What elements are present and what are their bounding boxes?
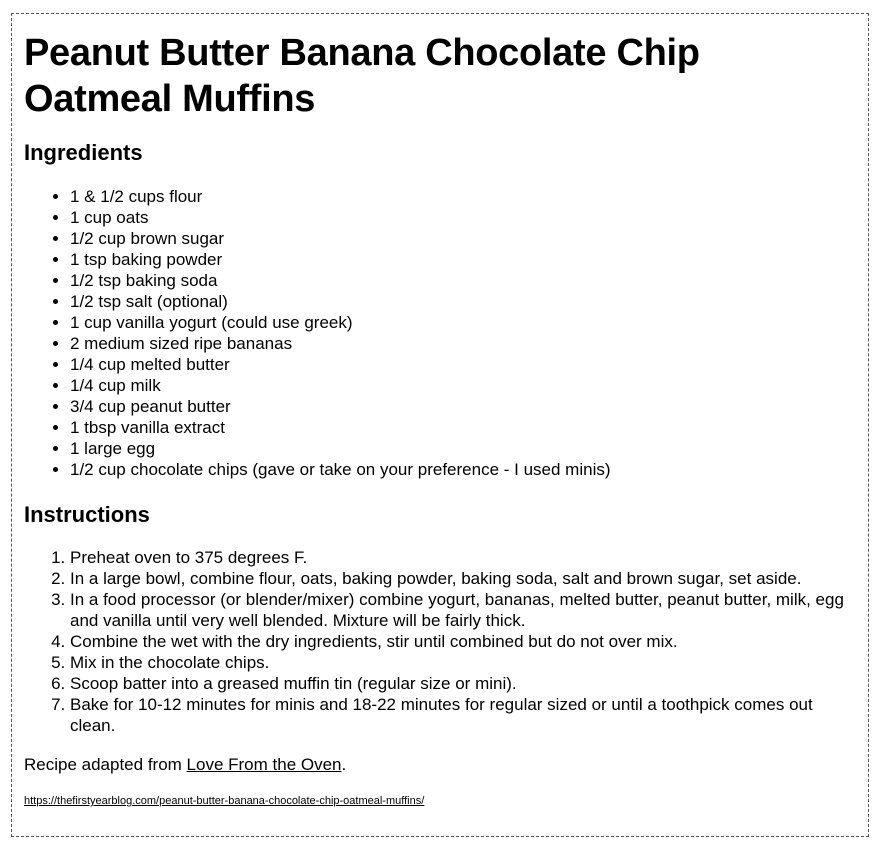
ingredient-item: • 1 cup vanilla yogurt (could use greek) [70,312,856,333]
ingredient-item: • 2 medium sized ripe bananas [70,333,856,354]
ingredient-item: • 1/2 cup brown sugar [70,228,856,249]
ingredients-list [24,186,856,480]
ingredient-item: • 1/4 cup melted butter [70,354,856,375]
instruction-step: 2. In a large bowl, combine flour, oats, baking powder, baking soda, salt and brown sugar, set aside. [70,568,856,589]
instruction-step: 5. Mix in the chocolate chips. [70,652,856,673]
instruction-step: 1. Preheat oven to 375 degrees F. [70,547,856,568]
ingredient-item: • 1/2 cup chocolate chips (gave or take on your preference - I used minis) [70,459,856,480]
ingredient-item: • 3/4 cup peanut butter [70,396,856,417]
ingredient-item: • 1 tbsp vanilla extract [70,417,856,438]
source-line [24,794,856,808]
ingredients-heading: Ingredients [24,140,143,165]
ingredient-item: • 1 & 1/2 cups flour [70,186,856,207]
ingredient-item: • 1/2 tsp baking soda [70,270,856,291]
credit-suffix: . [341,755,347,774]
source-url-link[interactable]: https://thefirstyearblog.com/peanut-butter-banana-chocolate-chip-oatmeal-muffins/ [24,795,425,807]
instruction-step: 4. Combine the wet with the dry ingredients, stir until combined but do not over mix. [70,631,856,652]
instructions-list [24,547,856,736]
ingredient-item: • 1 large egg [70,438,856,459]
credit-prefix: Recipe adapted from [24,755,187,774]
ingredient-item: • 1/2 tsp salt (optional) [70,291,856,312]
instructions-heading: Instructions [24,502,150,527]
recipe-card [11,13,869,837]
ingredient-item: • 1 tsp baking powder [70,249,856,270]
instruction-step: 7. Bake for 10-12 minutes for minis and 18-22 minutes for regular sized or until a toothpick comes out clean. [70,694,856,736]
ingredient-item: • 1/4 cup milk [70,375,856,396]
instruction-step: 3. In a food processor (or blender/mixer) combine yogurt, bananas, melted butter, peanut butter, milk, egg and vanilla until very well blended. Mixture will be fairly thick. [70,589,856,631]
recipe-title: Peanut Butter Banana Chocolate Chip Oatmeal Muffins [24,32,700,120]
ingredient-item: • 1 cup oats [70,207,856,228]
instruction-step: 6. Scoop batter into a greased muffin tin (regular size or mini). [70,673,856,694]
recipe-credit [24,754,856,775]
credit-link[interactable]: Love From the Oven [186,755,342,774]
